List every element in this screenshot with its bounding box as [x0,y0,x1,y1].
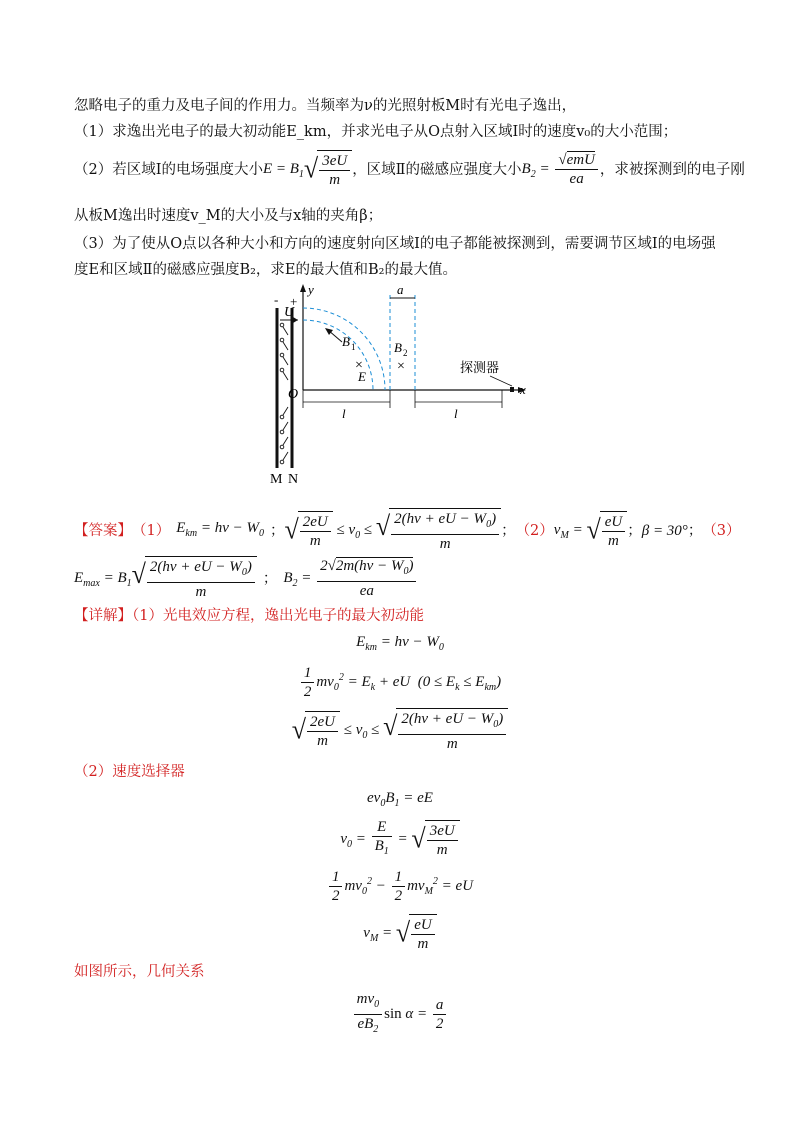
label-b2: B [394,340,402,355]
question-2-line-1 [74,150,745,189]
detail-line-1 [74,606,424,626]
label-x: x [520,382,526,397]
label-o: O [288,387,299,402]
answer-part-1: （1） [132,522,171,539]
physics-figure [250,280,550,490]
label-y: y [308,282,314,297]
question-1: （1）求逸出光电子的最大初动能E_km，并求光电子从O点射入区域Ⅰ时的速度v₀的大小范围； [74,124,678,140]
eq-v0: $v_0$ = $\frac{E}{B_1}$ = √ $\frac{3eU}{m}$ [0,818,800,861]
electron-group-lower [280,407,288,464]
label-plate-n: N [288,472,299,487]
label-e: E [358,369,366,384]
answer-b2max: $B_2$ = $\frac{2√2m(h\nu - W_0)}{ea}$ [283,557,418,600]
label-plus: + [290,294,298,309]
answer-part-3: （3） [702,522,741,539]
answer-ekm: $E_{km} = h\nu - W_0$ [176,519,264,539]
label-minus: - [274,292,279,307]
intro-line-1: 忽略电子的重力及电子间的作用力。当频率为ν的光照射板M时有光电子逸出， [74,98,577,114]
answer-sep-5: ； [262,570,278,587]
electron-group-upper [280,323,288,380]
eq-vm: $v_M$ = √ $\frac{eU}{m}$ [0,914,800,953]
eq-ekm: $E_{km} = h\nu - W_0$ [356,634,444,653]
label-plate-m: M [270,472,283,487]
arc-outer [303,308,385,390]
detail-part-1-text: （1）光电效应方程，逸出光电子的最大初动能 [132,608,424,624]
question-2-part-a: （2）若区域Ⅰ的电场强度大小 [74,161,263,178]
y-axis-arrow [300,284,306,292]
question-3-line-1: （3）为了使从O点以各种大小和方向的速度射向区域Ⅰ的电子都能被探测到，需要调节区域Ⅰ的电场强 [74,236,716,252]
answer-line-2 [74,556,418,601]
answer-beta: β = 30° [641,522,688,539]
label-l2: l [454,406,458,421]
label-a: a [397,282,404,297]
eq-work-energy: $\frac{1}{2}$ $mv_0^2$ − $\frac{1}{2}$ $mv_M^2$ = eU [0,868,800,905]
label-u: U [284,305,295,320]
label-b2-sub: 2 [403,348,408,358]
label-detector: 探测器 [460,360,500,375]
question-2-line-2: 从板M逸出时速度v_M的大小及与x轴的夹角β； [74,208,383,224]
question-3-line-2: 度E和区域Ⅱ的磁感应强度B₂，求E的最大值和B₂的最大值。 [74,262,457,278]
b1-arrow-head [325,328,333,335]
label-b1-sub: 1 [351,342,356,352]
answer-sep-3: ； [627,522,642,539]
answer-vm: $v_M$ = √ $\frac{eU}{m}$ [554,511,627,550]
detail-geometry-text: 如图所示，几何关系 [74,964,205,980]
answer-part-2: （2） [515,522,554,539]
label-l1: l [342,406,346,421]
eq-force-balance: $ev_0B_1$ = eE [367,790,433,809]
detector-icon [510,387,514,392]
eq-v0-range: √ $\frac{2eU}{m}$ ≤ $v_0$ ≤ √ $\frac{2(h\nu + eU - W_0)}{m}$ [0,708,800,753]
eq-energy: $\frac{1}{2}$ $mv_0^2 = E_k$ + eU $(0 \le E_k \le E_{km})$ [0,664,800,701]
answer-sep-4: ； [687,522,703,539]
formula-b2: $B_2$ = $\frac{\text{√emU}}{ea}$ [522,151,600,188]
answer-v0-range: √ $\frac{2eU}{m}$ ≤ $v_0$ ≤ √ $\frac{2(h\nu + eU - W_0)}{m}$ [284,508,501,553]
answer-label: 【答案】 [74,522,132,539]
answer-sep-1: ； [269,522,285,539]
eq-geometry: $\frac{mv_0}{eB_2}$ sin α = $\frac{a}{2}$ [0,990,800,1039]
cross-mark-2: × [397,359,405,374]
detail-label: 【详解】 [74,608,132,624]
label-b1: B [342,334,350,349]
formula-e-field: $E = B_1$ √ $\frac{3eU}{m}$ [263,150,352,189]
answer-emax: $E_{max} = B_1$ √ $\frac{2(h\nu + eU - W_0)}{m}$ [74,556,257,601]
detail-part-2-text: （2）速度选择器 [74,764,185,780]
answer-line-1 [74,508,741,553]
detector-pointer [490,376,512,386]
question-2-part-c: ，求被探测到的电子刚 [599,161,745,178]
answer-sep-2: ； [501,522,516,539]
question-2-part-b: ，区域Ⅱ的磁感应强度大小 [352,161,522,178]
cross-mark-1: × [355,358,363,373]
